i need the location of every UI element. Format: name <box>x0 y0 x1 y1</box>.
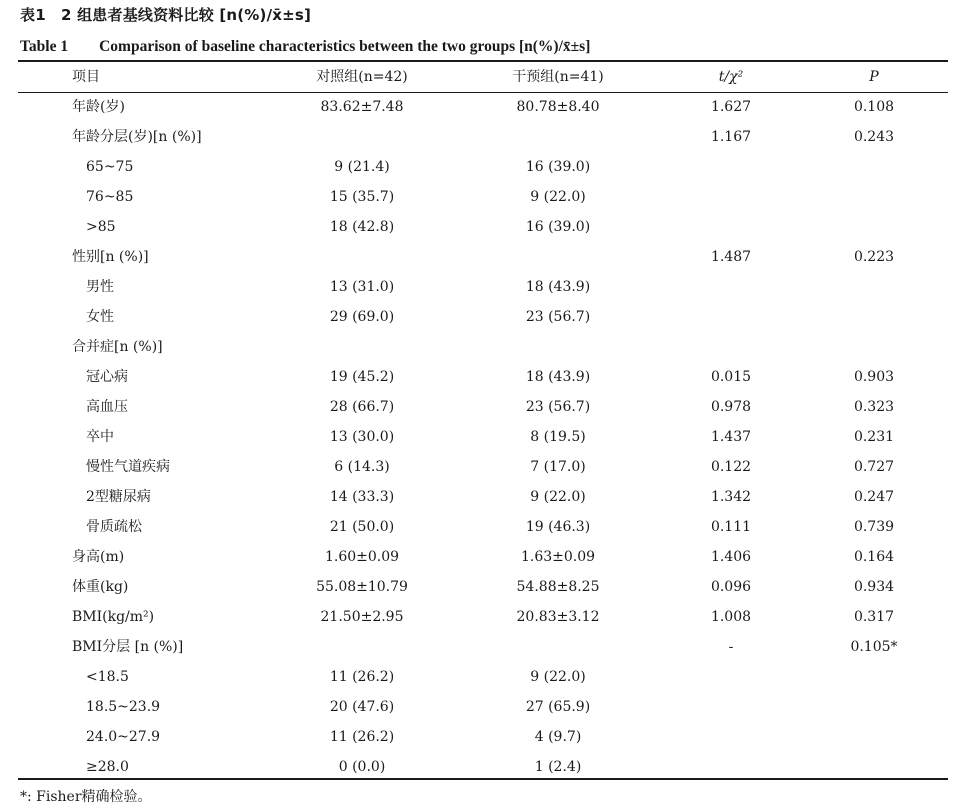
table-row: 体重(kg) 55.08±10.79 54.88±8.25 0.096 0.934 <box>0 572 966 602</box>
row-label: 身高(m) <box>72 549 125 565</box>
row-label: 年龄分层(岁)[n (%)] <box>72 129 202 145</box>
table-row: 骨质疏松 21 (50.0) 19 (46.3) 0.111 0.739 <box>0 512 966 542</box>
table-row: 性别[n (%)] 1.487 0.223 <box>0 242 966 272</box>
row-label: 年龄(岁) <box>72 99 125 115</box>
table-row: 65~75 9 (21.4) 16 (39.0) <box>0 152 966 182</box>
row-label: 体重(kg) <box>72 579 129 595</box>
table-row: 年龄分层(岁)[n (%)] 1.167 0.243 <box>0 122 966 152</box>
row-label: 18.5~23.9 <box>86 699 161 715</box>
table-row: 年龄(岁) 83.62±7.48 80.78±8.40 1.627 0.108 <box>0 92 966 122</box>
row-label: 骨质疏松 <box>86 519 142 535</box>
table-row: 冠心病 19 (45.2) 18 (43.9) 0.015 0.903 <box>0 362 966 392</box>
table-row: 18.5~23.9 20 (47.6) 27 (65.9) <box>0 692 966 722</box>
table-row: 身高(m) 1.60±0.09 1.63±0.09 1.406 0.164 <box>0 542 966 572</box>
table-title-chinese: 表1 2 组患者基线资料比较 [n(%)/x̄±s] <box>20 6 312 24</box>
table-row: 24.0~27.9 11 (26.2) 4 (9.7) <box>0 722 966 752</box>
row-label: 慢性气道疾病 <box>86 459 170 475</box>
row-label: 合并症[n (%)] <box>72 339 163 355</box>
table-header-row: 项目 对照组(n=42) 干预组(n=41) t/χ² P <box>0 62 966 92</box>
table-footnote: *: Fisher精确检验。 <box>20 789 152 805</box>
table-row: 慢性气道疾病 6 (14.3) 7 (17.0) 0.122 0.727 <box>0 452 966 482</box>
table-row: >85 18 (42.8) 16 (39.0) <box>0 212 966 242</box>
table-row: BMI(kg/m²) 21.50±2.95 20.83±3.12 1.008 0.317 <box>0 602 966 632</box>
row-label: 冠心病 <box>86 369 128 385</box>
row-label: 男性 <box>86 279 114 295</box>
row-label: 2型糖尿病 <box>86 489 151 505</box>
row-label: >85 <box>86 219 116 235</box>
table-title-english: Table 1 Comparison of baseline characteristics between the two groups [n(%)/x̄±s] <box>20 38 591 55</box>
row-label: 76~85 <box>86 189 134 205</box>
row-label: 65~75 <box>86 159 134 175</box>
table-row: 女性 29 (69.0) 23 (56.7) <box>0 302 966 332</box>
header-item: 项目 <box>72 69 100 85</box>
row-label: 24.0~27.9 <box>86 729 161 745</box>
row-label: 高血压 <box>86 399 128 415</box>
table-bottom-rule <box>18 778 948 780</box>
row-label: BMI分层 [n (%)] <box>72 639 184 655</box>
row-label: BMI(kg/m²) <box>72 609 155 625</box>
table-row: 2型糖尿病 14 (33.3) 9 (22.0) 1.342 0.247 <box>0 482 966 512</box>
table-row: ≥28.0 0 (0.0) 1 (2.4) <box>0 752 966 782</box>
table-row: BMI分层 [n (%)] - 0.105* <box>0 632 966 662</box>
row-label: <18.5 <box>86 669 129 685</box>
table-row: 男性 13 (31.0) 18 (43.9) <box>0 272 966 302</box>
row-label: 性别[n (%)] <box>72 249 149 265</box>
table-row: 76~85 15 (35.7) 9 (22.0) <box>0 182 966 212</box>
row-label: ≥28.0 <box>86 759 129 775</box>
table-row <box>0 332 966 362</box>
table-row: 卒中 13 (30.0) 8 (19.5) 1.437 0.231 <box>0 422 966 452</box>
row-label: 卒中 <box>86 429 114 445</box>
table-row: 高血压 28 (66.7) 23 (56.7) 0.978 0.323 <box>0 392 966 422</box>
row-label: 女性 <box>86 309 114 325</box>
table-row: <18.5 11 (26.2) 9 (22.0) <box>0 662 966 692</box>
